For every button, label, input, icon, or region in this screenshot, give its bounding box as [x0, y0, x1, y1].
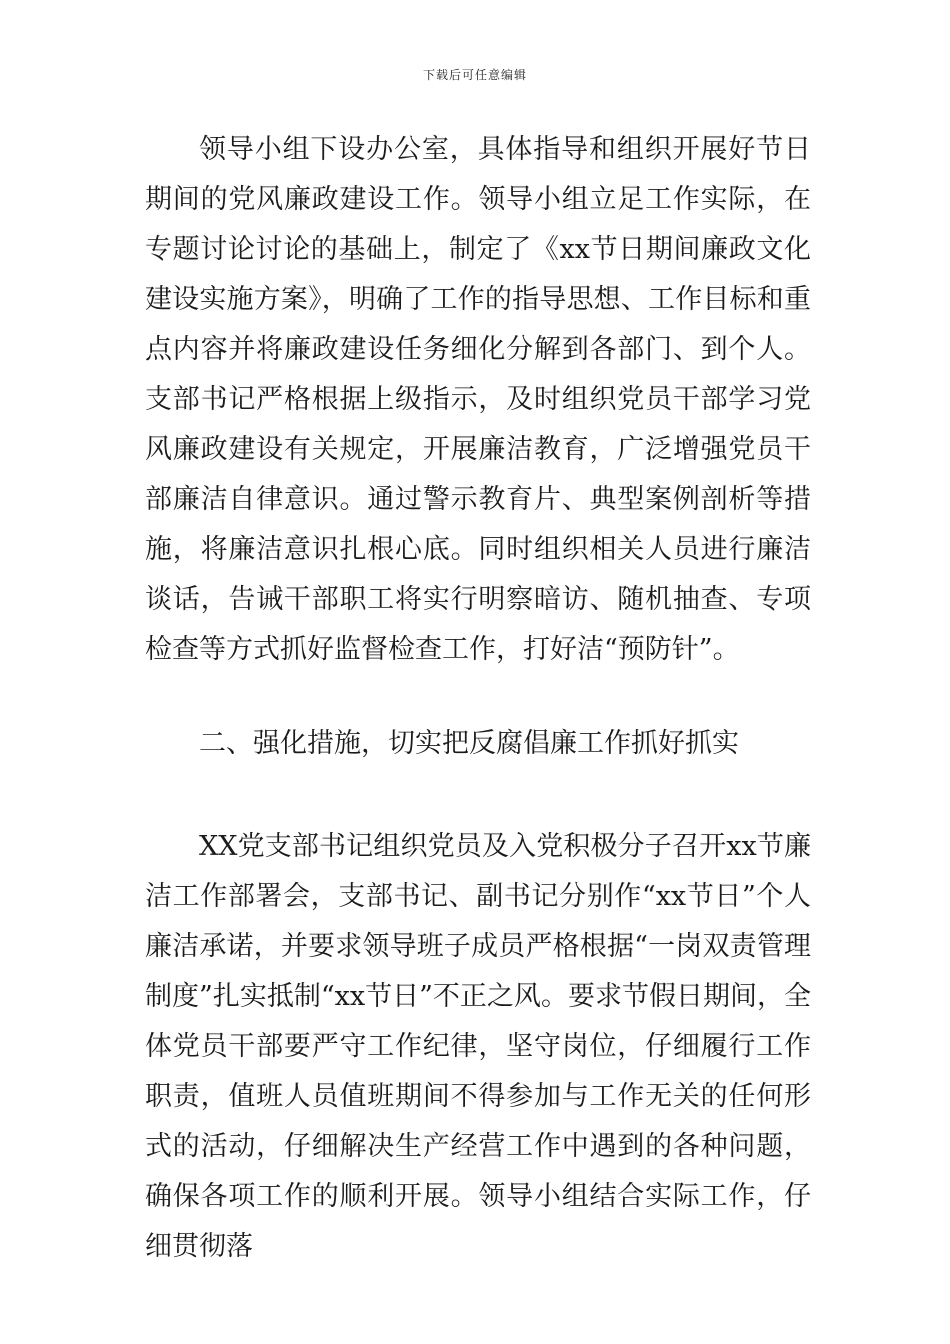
paragraph-leadership-office: 领导小组下设办公室，具体指导和组织开展好节日期间的党风廉政建设工作。领导小组立足工作实际，在专题讨论讨论的基础上，制定了《xx节日期间廉政文化建设实施方案》，明确了工作的指导思想、工作目标和重点内容并将廉政建设任务细化分解到各部门、到个人。支部书记严格根据上级指示，及时组织党员干部学习党风廉政建设有关规定，开展廉洁教育，广泛增强党员干部廉洁自律意识。通过警示教育片、典型案例剖析等措施，将廉洁意识扎根心底。同时组织相关人员进行廉洁谈话，告诫干部职工将实行明察暗访、随机抽查、专项检查等方式抓好监督检查工作，打好洁“预防针”。 — [145, 134, 811, 665]
section-heading-2: 二、强化措施，切实把反腐倡廉工作抓好抓实 — [199, 728, 739, 759]
paragraph-party-branch-meeting: XX党支部书记组织党员及入党积极分子召开xx节廉洁工作部署会，支部书记、副书记分别作“xx节日”个人廉洁承诺，并要求领导班子成员严格根据“一岗双责管理制度”扎实抵制“xx节日”不正之风。要求节假日期间，全体党员干部要严守工作纪律，坚守岗位，仔细履行工作职责，值班人员值班期间不得参加与工作无关的任何形式的活动，仔细解决生产经营工作中遇到的各种问题，确保各项工作的顺利开展。领导小组结合实际工作，仔细贯彻落 — [145, 831, 811, 1262]
page-header: 下载后可任意编辑 — [422, 68, 527, 82]
